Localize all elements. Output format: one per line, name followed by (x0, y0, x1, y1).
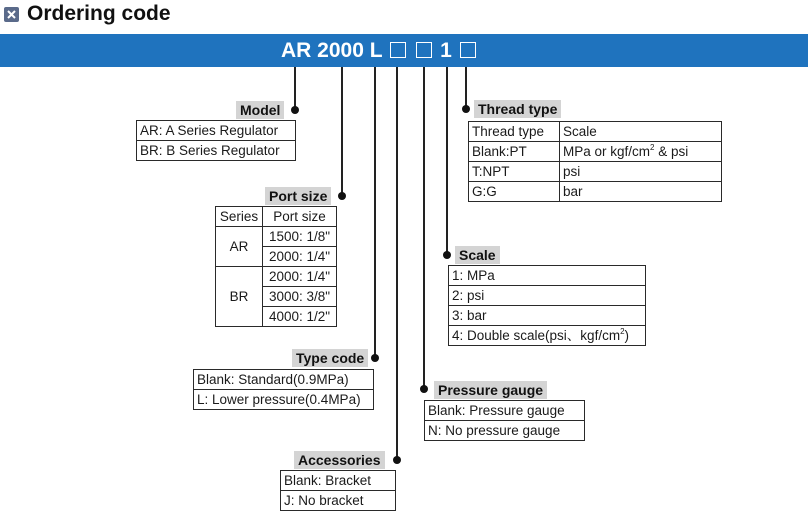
code-prefix: AR 2000 L (281, 39, 383, 62)
port-size-value: 2000: 1/4" (263, 247, 337, 267)
model-table (136, 120, 296, 161)
thread-type-scale (560, 142, 722, 162)
type-code-leader (374, 67, 376, 358)
scale-option-double (449, 326, 646, 346)
code-slot-port-size (390, 42, 406, 58)
accessories-leader (396, 67, 398, 460)
thread-type-scale-text: MPa or kgf/cm (563, 144, 651, 159)
port-size-series: AR (216, 227, 263, 267)
accessories-option: Blank: Bracket (281, 471, 396, 491)
type-code-dot (371, 354, 379, 362)
table-row (425, 401, 585, 421)
table-row (469, 162, 722, 182)
port-size-value: 3000: 3/8" (263, 287, 337, 307)
table-row (469, 142, 722, 162)
accessories-dot (393, 456, 401, 464)
accessories-option: J: No bracket (281, 491, 396, 511)
close-box-icon (4, 7, 19, 22)
pressure-gauge-option: Blank: Pressure gauge (425, 401, 585, 421)
model-leader (294, 67, 296, 110)
port-size-series: BR (216, 267, 263, 327)
accessories-label: Accessories (294, 451, 385, 469)
table-row (137, 141, 296, 161)
pressure-gauge-dot (420, 385, 428, 393)
accessories-table (280, 470, 396, 511)
pressure-gauge-table (424, 400, 585, 441)
type-code-table (193, 369, 374, 410)
port-size-value: 4000: 1/2" (263, 307, 337, 327)
table-row (137, 121, 296, 141)
port-size-label: Port size (265, 187, 331, 205)
scale-option: 3: bar (449, 306, 646, 326)
table-row (216, 207, 337, 227)
thread-type-value: T:NPT (469, 162, 560, 182)
thread-type-value: Blank:PT (469, 142, 560, 162)
code-slot-pressure-gauge (416, 42, 432, 58)
model-option: AR: A Series Regulator (137, 121, 296, 141)
pressure-gauge-option: N: No pressure gauge (425, 421, 585, 441)
scale-option: 2: psi (449, 286, 646, 306)
type-code-option: Blank: Standard(0.9MPa) (194, 370, 374, 390)
port-size-leader (341, 67, 343, 196)
model-label: Model (236, 101, 284, 119)
thread-type-scale: bar (560, 182, 722, 202)
table-row (449, 286, 646, 306)
port-size-value: 2000: 1/4" (263, 267, 337, 287)
table-row (449, 266, 646, 286)
page-title: Ordering code (27, 2, 171, 25)
scale-option: 1: MPa (449, 266, 646, 286)
port-size-value: 1500: 1/8" (263, 227, 337, 247)
thread-type-leader (465, 67, 467, 109)
scale-dot (443, 251, 451, 259)
table-row (469, 182, 722, 202)
code-fixed-digit: 1 (440, 39, 452, 62)
table-row (449, 326, 646, 346)
type-code-option: L: Lower pressure(0.4MPa) (194, 390, 374, 410)
thread-type-header-type: Thread type (469, 122, 560, 142)
scale-double-sup: 2 (620, 327, 625, 336)
thread-type-scale-sup: 2 (650, 143, 655, 152)
table-row (194, 390, 374, 410)
table-row (281, 491, 396, 511)
pressure-gauge-label: Pressure gauge (434, 381, 547, 399)
port-size-table (215, 206, 337, 327)
table-row (216, 267, 337, 287)
thread-type-table (468, 121, 722, 202)
table-row (281, 471, 396, 491)
thread-type-label: Thread type (474, 100, 561, 118)
table-row (425, 421, 585, 441)
thread-type-dot (462, 105, 470, 113)
thread-type-header-scale: Scale (560, 122, 722, 142)
scale-table (448, 265, 646, 346)
scale-double-text: 4: Double scale(psi、kgf/cm (452, 328, 621, 343)
model-dot (291, 106, 299, 114)
port-size-header-series: Series (216, 207, 263, 227)
thread-type-scale: psi (560, 162, 722, 182)
scale-label: Scale (455, 246, 500, 264)
table-row (216, 227, 337, 247)
table-row (449, 306, 646, 326)
scale-double-close: ) (624, 328, 630, 343)
table-row (469, 122, 722, 142)
table-row (194, 370, 374, 390)
port-size-dot (338, 192, 346, 200)
thread-type-scale-suffix: & psi (654, 144, 689, 159)
model-option: BR: B Series Regulator (137, 141, 296, 161)
type-code-label: Type code (292, 349, 368, 367)
thread-type-value: G:G (469, 182, 560, 202)
ordering-code (281, 37, 478, 65)
pressure-gauge-leader (423, 67, 425, 389)
port-size-header-size: Port size (263, 207, 337, 227)
scale-leader (446, 67, 448, 255)
code-slot-thread-type (460, 42, 476, 58)
